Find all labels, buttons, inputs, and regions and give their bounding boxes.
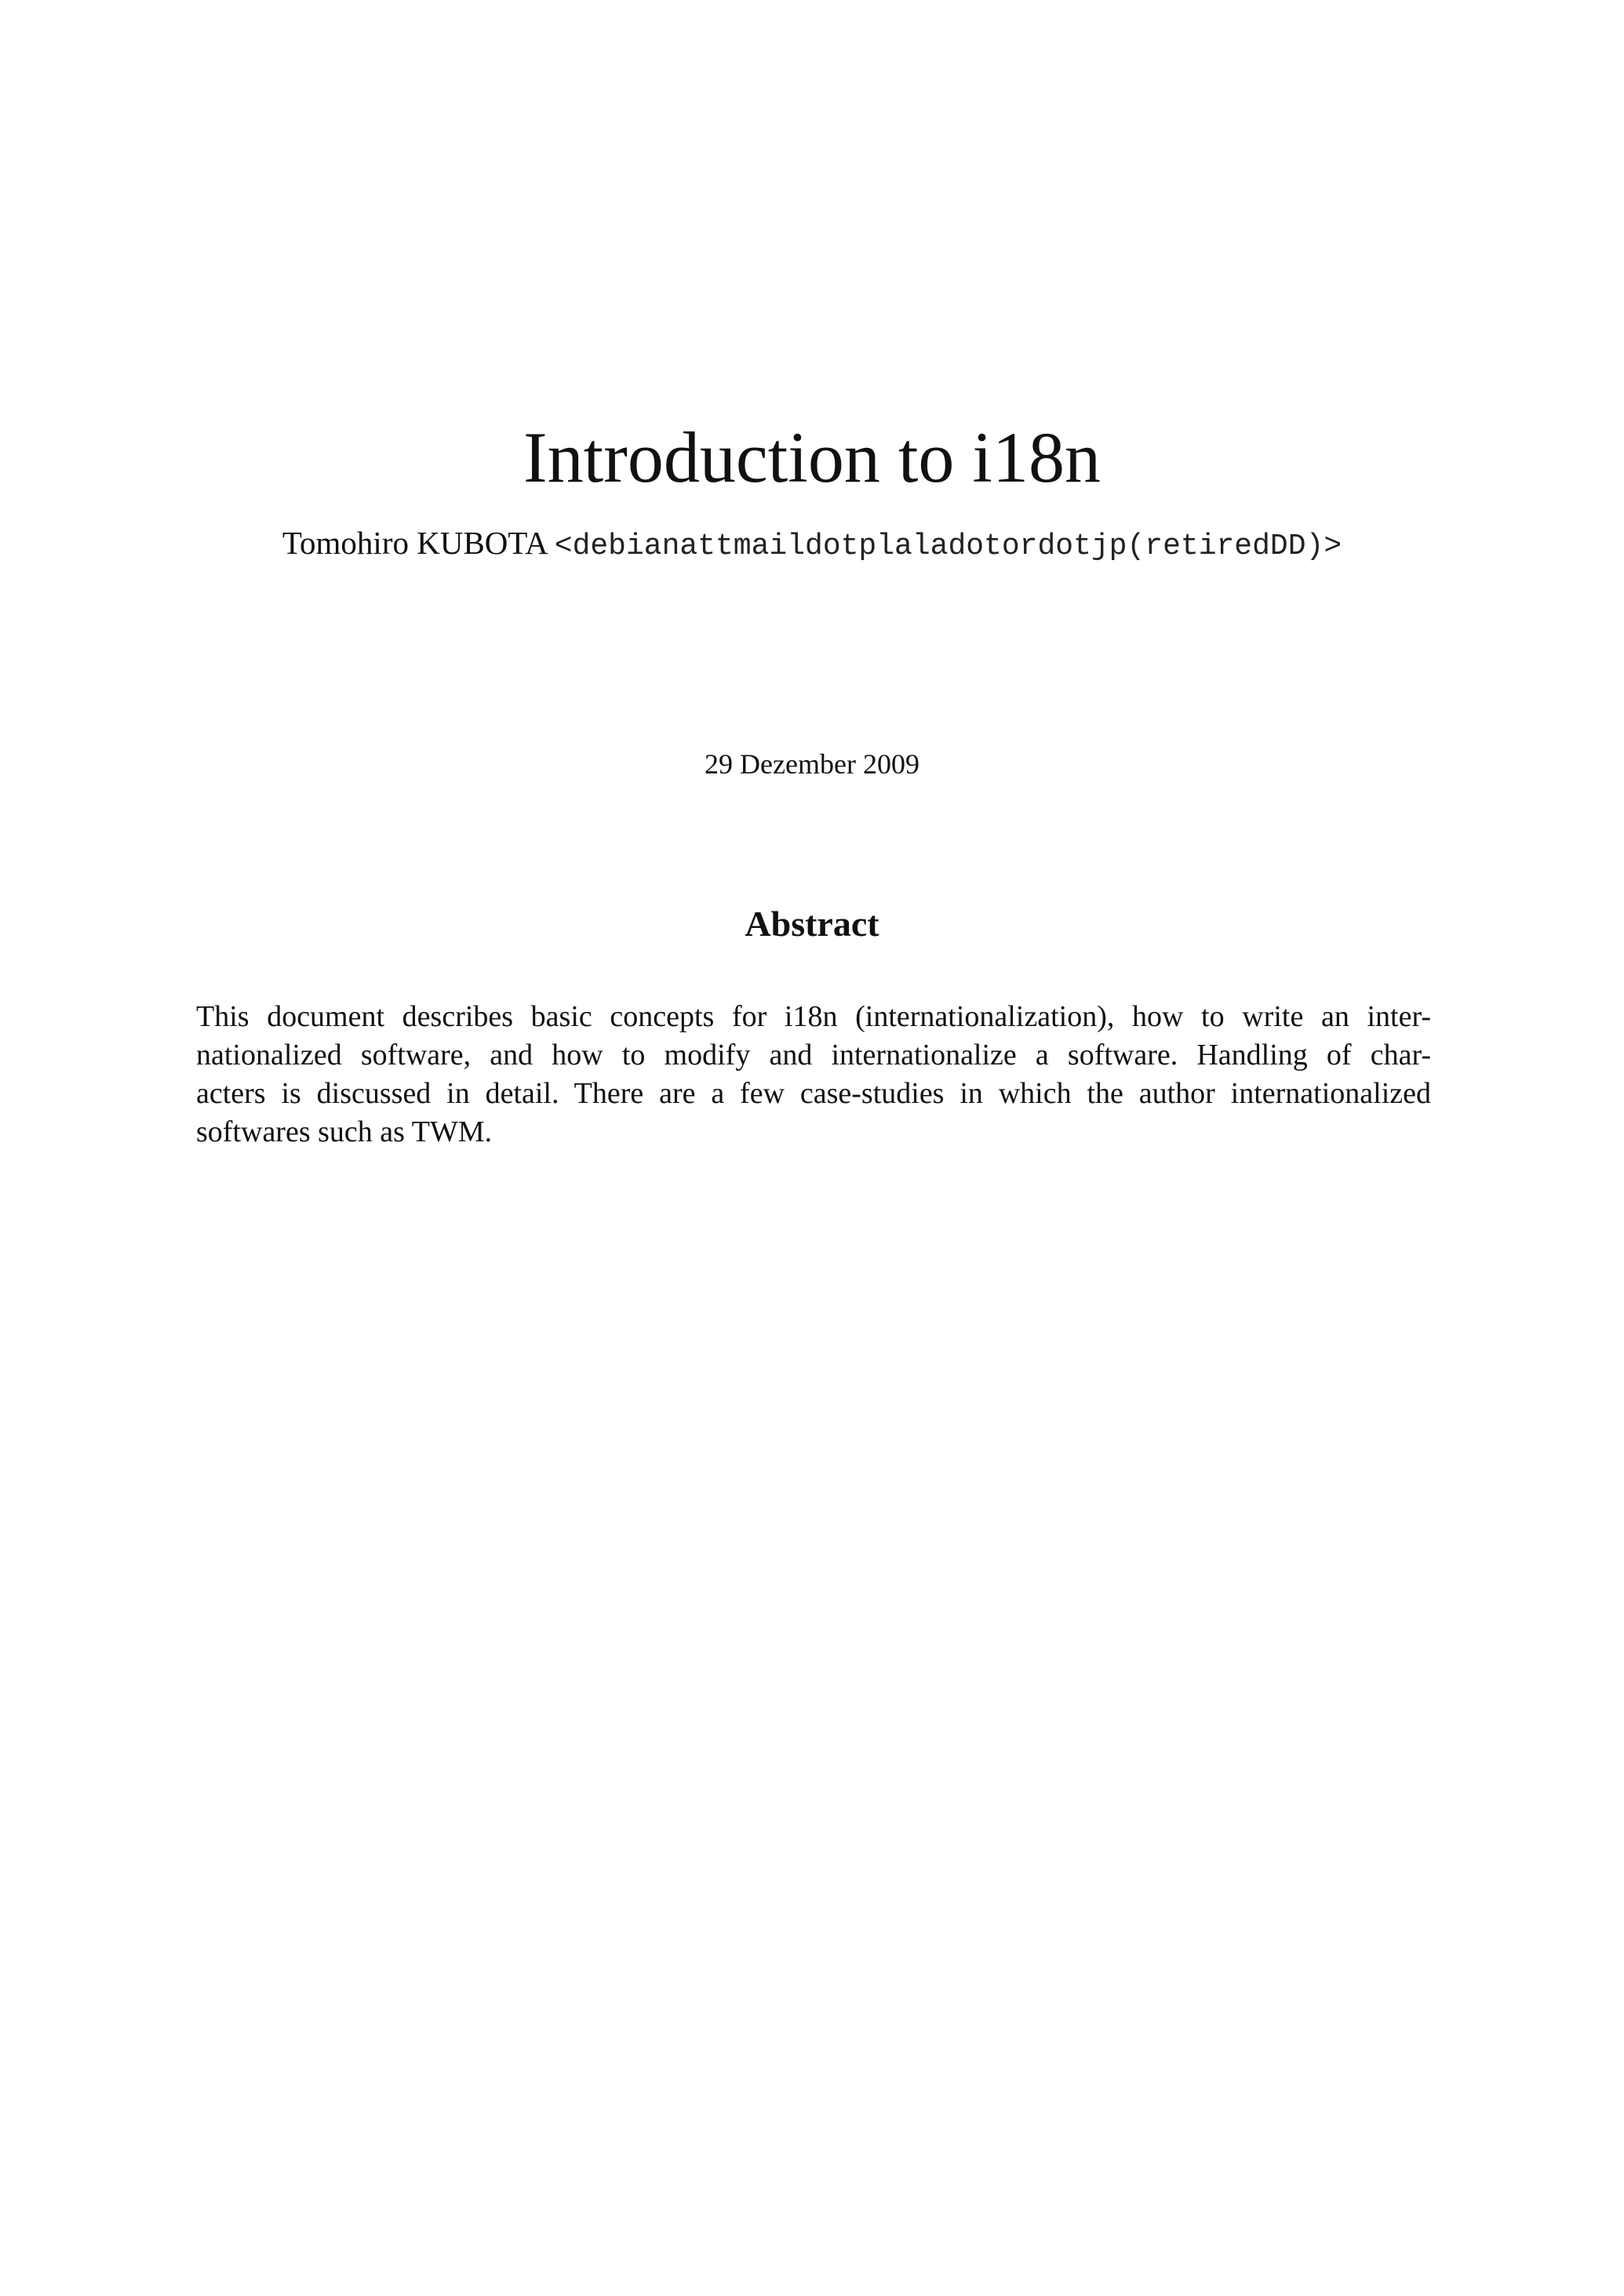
author-email: <debianattmaildotplaladotordotjp(retiredDD)> [554, 529, 1342, 563]
abstract-heading: Abstract [745, 904, 879, 944]
abstract-line: nationalized software, and how to modify and internationalize a software. Handling of char- [196, 1039, 1431, 1072]
abstract-line: softwares such as TWM. [196, 1115, 493, 1148]
abstract-line: acters is discussed in detail. There are a few case-studies in which the author internationalized [196, 1077, 1431, 1110]
author-line [0, 521, 1624, 569]
document-date: 29 Dezember 2009 [705, 748, 919, 780]
author-name: Tomohiro KUBOTA [282, 525, 547, 561]
abstract-line: This document describes basic concepts for i18n (internationalization), how to write an inter- [196, 1000, 1431, 1033]
document-title: Introduction to i18n [523, 417, 1101, 497]
abstract-body [196, 998, 1431, 1152]
